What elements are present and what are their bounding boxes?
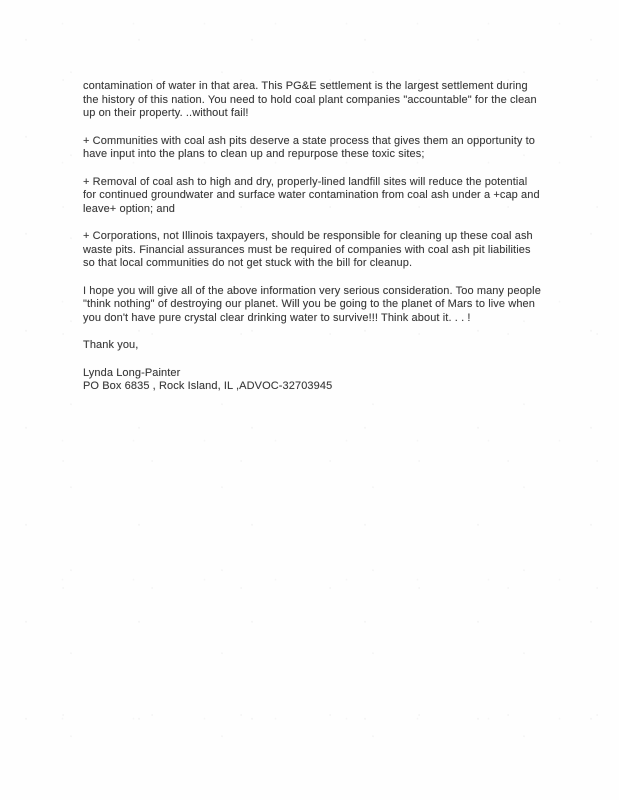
paragraph-continuation: contamination of water in that area. This PG&E settlement is the largest settlement during the history of this nation. You need to hold coal plant companies "accountable" for the clean up on their property. ..without fail! [83, 80, 537, 119]
bullet-removal: + Removal of coal ash to high and dry, properly-lined landfill sites will reduce the potential for continued groundwater and surface water contamination from coal ash under a +cap and leave+ option; and [83, 175, 540, 215]
letter-body [83, 80, 543, 394]
bullet-communities: + Communities with coal ash pits deserve a state process that gives them an opportunity to have input into the plans to clean up and repurpose these toxic sites; [83, 134, 535, 160]
paragraph-conclusion: I hope you will give all of the above information very serious consideration. Too many people "think nothing" of destroying our planet. Will you be going to the planet of Mars to live when you don't have pure crystal clear drinking water to survive!!! Think about it. . . ! [83, 284, 541, 324]
signature-block [83, 367, 543, 394]
signature-name: Lynda Long-Painter [83, 366, 181, 379]
bullet-corporations: + Corporations, not Illinois taxpayers, should be responsible for cleaning up these coal ash waste pits. Financial assurances must be required of companies with coal ash pit liabilities so that local communities do not get stuck with the bill for cleanup. [83, 230, 533, 269]
closing-line: Thank you, [83, 339, 139, 351]
signature-address: PO Box 6835 , Rock Island, IL ,ADVOC-32703945 [83, 380, 333, 392]
